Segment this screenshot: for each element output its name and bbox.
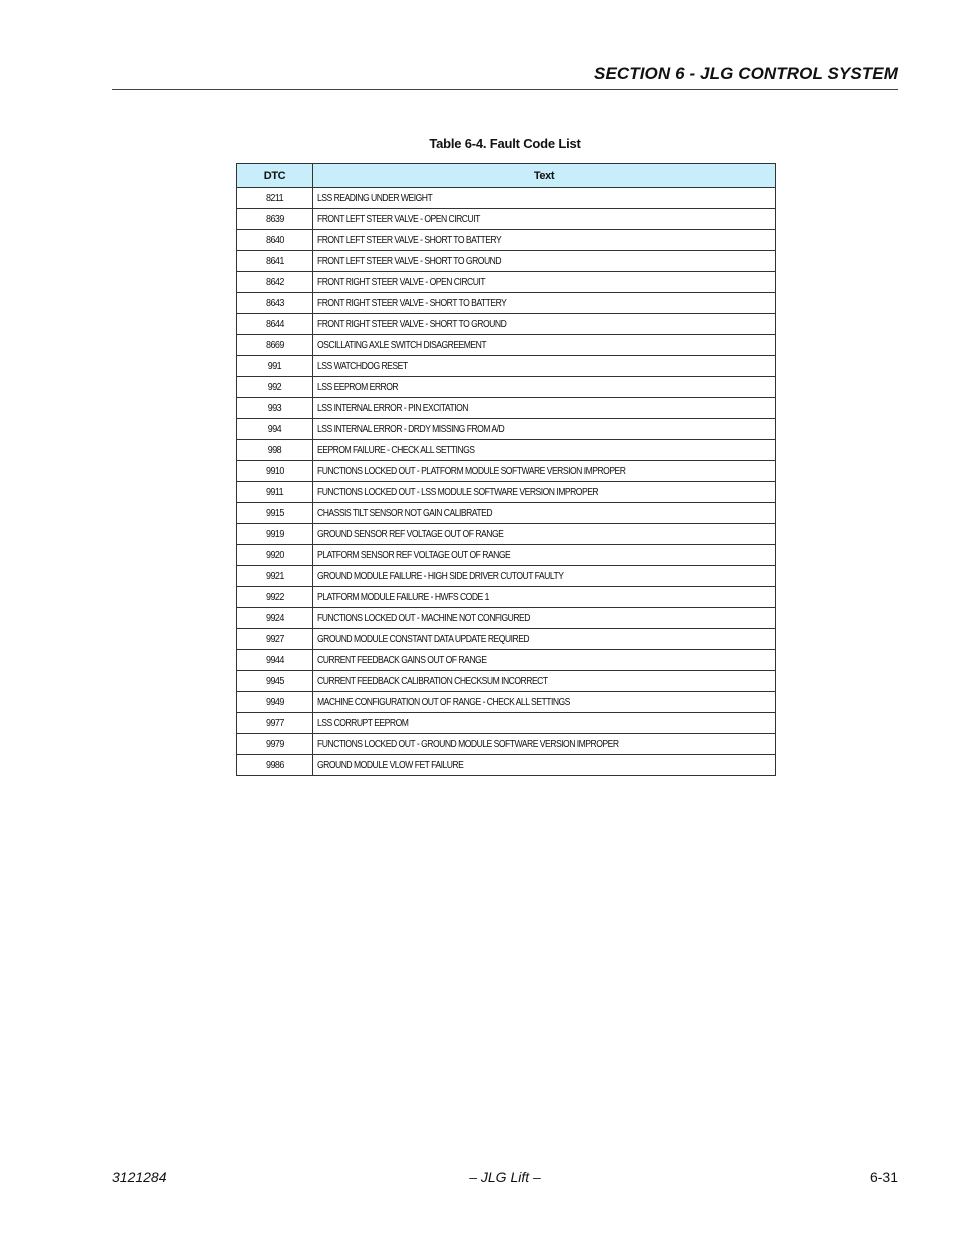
table-row <box>237 398 776 419</box>
dtc-cell <box>237 419 313 440</box>
page-number: 6-31 <box>869 1169 898 1185</box>
table-row <box>237 293 776 314</box>
table-row <box>237 251 776 272</box>
dtc-code: 9922 <box>265 591 284 603</box>
fault-description: PLATFORM MODULE FAILURE - HWFS CODE 1 <box>317 591 489 603</box>
table-row <box>237 629 776 650</box>
dtc-code: 8642 <box>265 276 284 288</box>
fault-description: FRONT RIGHT STEER VALVE - SHORT TO GROUND <box>317 318 507 330</box>
fault-text-cell <box>313 272 776 293</box>
dtc-code: 9944 <box>265 654 284 666</box>
fault-text-cell <box>313 524 776 545</box>
fault-description: FUNCTIONS LOCKED OUT - LSS MODULE SOFTWARE VERSION IMPROPER <box>317 486 599 498</box>
fault-description: GROUND MODULE FAILURE - HIGH SIDE DRIVER CUTOUT FAULTY <box>317 570 564 582</box>
fault-text-cell <box>313 650 776 671</box>
fault-text-cell <box>313 713 776 734</box>
fault-description: LSS EEPROM ERROR <box>317 381 399 393</box>
fault-text-cell <box>313 440 776 461</box>
dtc-cell <box>237 272 313 293</box>
dtc-code: 9915 <box>265 507 284 519</box>
fault-description: EEPROM FAILURE - CHECK ALL SETTINGS <box>317 444 475 456</box>
dtc-code: 9977 <box>265 717 284 729</box>
dtc-code: 992 <box>267 381 282 393</box>
dtc-code: 8669 <box>265 339 284 351</box>
dtc-code: 8211 <box>265 192 284 204</box>
fault-text-cell <box>313 503 776 524</box>
table-header <box>237 164 776 188</box>
fault-description: FRONT RIGHT STEER VALVE - SHORT TO BATTERY <box>317 297 507 309</box>
dtc-cell <box>237 377 313 398</box>
fault-text-cell <box>313 608 776 629</box>
fault-text-cell <box>313 734 776 755</box>
table-row <box>237 482 776 503</box>
dtc-cell <box>237 482 313 503</box>
dtc-cell <box>237 671 313 692</box>
fault-description: LSS READING UNDER WEIGHT <box>317 192 433 204</box>
dtc-code: 8644 <box>265 318 284 330</box>
table-title: Table 6-4. Fault Code List <box>429 136 581 151</box>
dtc-cell <box>237 608 313 629</box>
dtc-code: 9945 <box>265 675 284 687</box>
fault-text-cell <box>313 293 776 314</box>
dtc-cell <box>237 755 313 776</box>
section-title: SECTION 6 - JLG CONTROL SYSTEM <box>594 64 898 83</box>
fault-description: FUNCTIONS LOCKED OUT - MACHINE NOT CONFIGURED <box>317 612 530 624</box>
fault-text-cell <box>313 356 776 377</box>
fault-description: FUNCTIONS LOCKED OUT - PLATFORM MODULE SOFTWARE VERSION IMPROPER <box>317 465 626 477</box>
column-header-dtc: DTC <box>237 164 313 188</box>
dtc-code: 9910 <box>265 465 284 477</box>
dtc-cell <box>237 335 313 356</box>
table-row <box>237 608 776 629</box>
dtc-cell <box>237 314 313 335</box>
table-row <box>237 419 776 440</box>
fault-description: LSS CORRUPT EEPROM <box>317 717 409 729</box>
table-row <box>237 566 776 587</box>
dtc-cell <box>237 440 313 461</box>
dtc-code: 8643 <box>265 297 284 309</box>
fault-text-cell <box>313 629 776 650</box>
fault-description: PLATFORM SENSOR REF VOLTAGE OUT OF RANGE <box>317 549 511 561</box>
dtc-code: 9986 <box>265 759 284 771</box>
page-footer <box>112 1169 898 1189</box>
dtc-code: 991 <box>267 360 282 372</box>
dtc-cell <box>237 545 313 566</box>
table-row <box>237 692 776 713</box>
column-header-text: Text <box>313 164 776 188</box>
fault-description: OSCILLATING AXLE SWITCH DISAGREEMENT <box>317 339 487 351</box>
table-row <box>237 188 776 209</box>
fault-text-cell <box>313 188 776 209</box>
fault-description: GROUND MODULE VLOW FET FAILURE <box>317 759 464 771</box>
dtc-code: 9949 <box>265 696 284 708</box>
dtc-code: 9919 <box>265 528 284 540</box>
fault-text-cell <box>313 692 776 713</box>
table-row <box>237 272 776 293</box>
fault-description: FRONT LEFT STEER VALVE - SHORT TO BATTERY <box>317 234 502 246</box>
dtc-cell <box>237 356 313 377</box>
table-row <box>237 377 776 398</box>
fault-code-table <box>236 163 776 776</box>
dtc-code: 8641 <box>265 255 284 267</box>
table-row <box>237 440 776 461</box>
table-row <box>237 314 776 335</box>
dtc-cell <box>237 188 313 209</box>
fault-text-cell <box>313 755 776 776</box>
fault-description: CURRENT FEEDBACK CALIBRATION CHECKSUM INCORRECT <box>317 675 548 687</box>
fault-text-cell <box>313 398 776 419</box>
fault-description: CHASSIS TILT SENSOR NOT GAIN CALIBRATED <box>317 507 493 519</box>
table-row <box>237 755 776 776</box>
dtc-cell <box>237 230 313 251</box>
fault-text-cell <box>313 461 776 482</box>
section-header <box>112 62 898 90</box>
fault-text-cell <box>313 587 776 608</box>
dtc-code: 998 <box>267 444 282 456</box>
fault-text-cell <box>313 482 776 503</box>
fault-text-cell <box>313 419 776 440</box>
dtc-code: 8639 <box>265 213 284 225</box>
dtc-code: 9924 <box>265 612 284 624</box>
footer-brand: – JLG Lift – <box>469 1169 541 1185</box>
document-number: 3121284 <box>112 1169 167 1185</box>
table-row <box>237 503 776 524</box>
dtc-cell <box>237 734 313 755</box>
dtc-code: 994 <box>267 423 282 435</box>
dtc-cell <box>237 587 313 608</box>
fault-text-cell <box>313 566 776 587</box>
dtc-cell <box>237 209 313 230</box>
fault-description: GROUND MODULE CONSTANT DATA UPDATE REQUIRED <box>317 633 530 645</box>
fault-description: GROUND SENSOR REF VOLTAGE OUT OF RANGE <box>317 528 504 540</box>
fault-description: MACHINE CONFIGURATION OUT OF RANGE - CHECK ALL SETTINGS <box>317 696 570 708</box>
fault-description: FUNCTIONS LOCKED OUT - GROUND MODULE SOFTWARE VERSION IMPROPER <box>317 738 619 750</box>
dtc-cell <box>237 566 313 587</box>
table-row <box>237 734 776 755</box>
dtc-code: 993 <box>267 402 282 414</box>
dtc-cell <box>237 293 313 314</box>
dtc-cell <box>237 713 313 734</box>
fault-text-cell <box>313 545 776 566</box>
fault-text-cell <box>313 377 776 398</box>
fault-text-cell <box>313 314 776 335</box>
dtc-code: 9911 <box>265 486 284 498</box>
table-row <box>237 209 776 230</box>
table-row <box>237 461 776 482</box>
dtc-code: 9979 <box>265 738 284 750</box>
dtc-code: 9921 <box>265 570 284 582</box>
fault-text-cell <box>313 335 776 356</box>
fault-description: FRONT LEFT STEER VALVE - SHORT TO GROUND <box>317 255 502 267</box>
table-row <box>237 650 776 671</box>
dtc-cell <box>237 251 313 272</box>
fault-description: LSS INTERNAL ERROR - PIN EXCITATION <box>317 402 468 414</box>
table-body <box>237 188 776 776</box>
table-row <box>237 545 776 566</box>
dtc-cell <box>237 629 313 650</box>
dtc-cell <box>237 692 313 713</box>
fault-description: LSS WATCHDOG RESET <box>317 360 408 372</box>
table-header-row <box>237 164 776 188</box>
table-row <box>237 713 776 734</box>
fault-text-cell <box>313 230 776 251</box>
table-row <box>237 230 776 251</box>
dtc-cell <box>237 398 313 419</box>
fault-description: FRONT LEFT STEER VALVE - OPEN CIRCUIT <box>317 213 480 225</box>
fault-text-cell <box>313 209 776 230</box>
dtc-cell <box>237 503 313 524</box>
fault-description: LSS INTERNAL ERROR - DRDY MISSING FROM A/D <box>317 423 505 435</box>
table-row <box>237 587 776 608</box>
dtc-code: 9920 <box>265 549 284 561</box>
table-row <box>237 335 776 356</box>
fault-text-cell <box>313 251 776 272</box>
dtc-cell <box>237 650 313 671</box>
fault-description: FRONT RIGHT STEER VALVE - OPEN CIRCUIT <box>317 276 486 288</box>
fault-text-cell <box>313 671 776 692</box>
table-row <box>237 671 776 692</box>
dtc-cell <box>237 461 313 482</box>
dtc-code: 9927 <box>265 633 284 645</box>
table-row <box>237 524 776 545</box>
dtc-code: 8640 <box>265 234 284 246</box>
dtc-cell <box>237 524 313 545</box>
fault-description: CURRENT FEEDBACK GAINS OUT OF RANGE <box>317 654 487 666</box>
table-row <box>237 356 776 377</box>
